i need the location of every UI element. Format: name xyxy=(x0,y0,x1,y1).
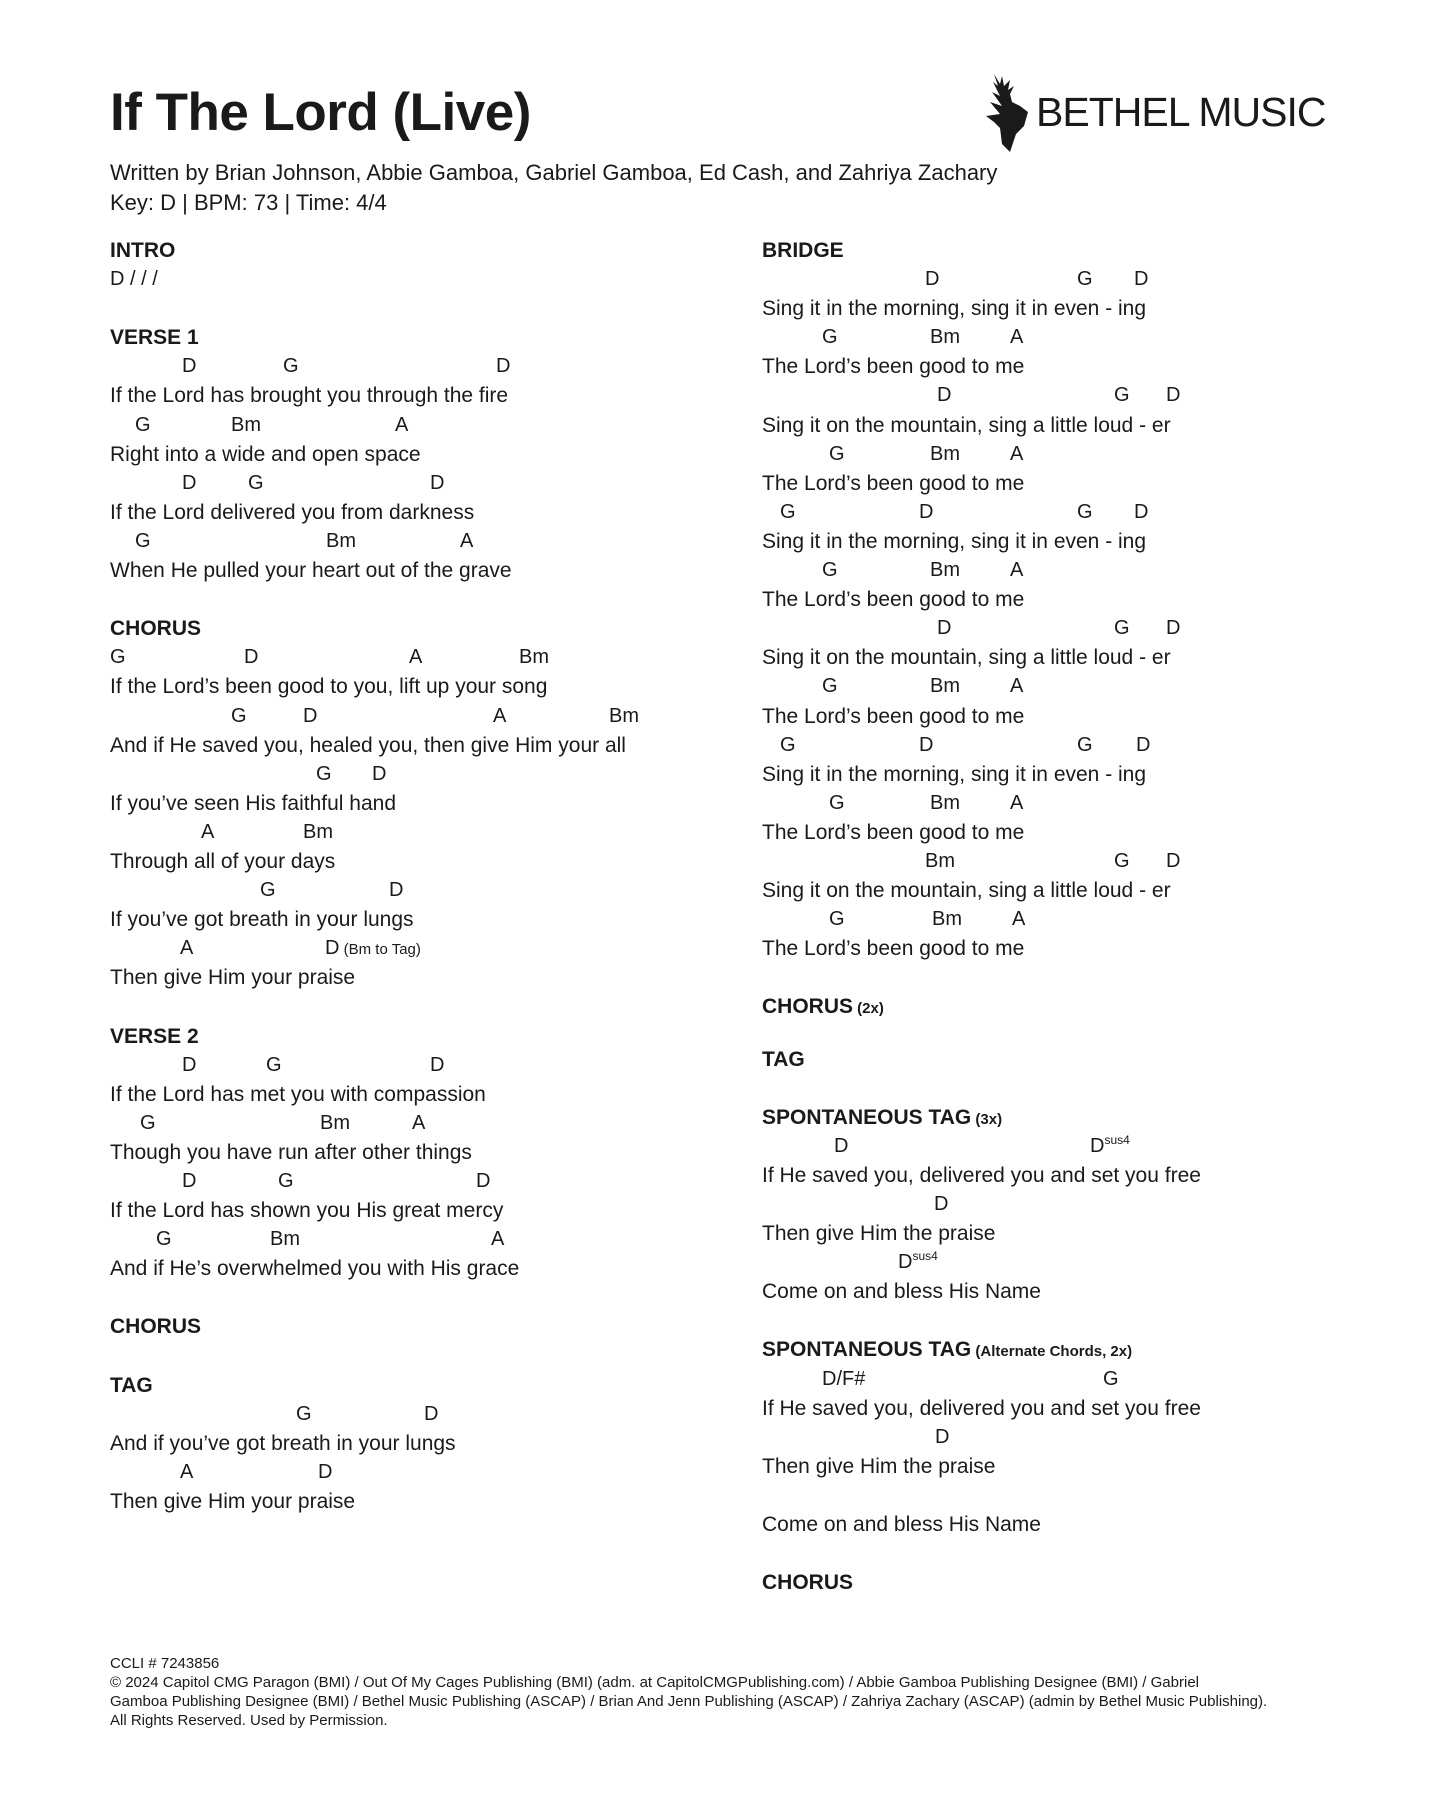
chord-suffix: sus4 xyxy=(912,1249,938,1264)
lyric-line: And if you’ve got breath in your lungs xyxy=(110,1431,456,1455)
chord: D xyxy=(430,1053,445,1076)
chord: D xyxy=(919,500,934,523)
chord: Bm xyxy=(609,704,639,727)
chord: D xyxy=(1134,268,1149,291)
chord: G xyxy=(822,559,838,582)
chord: G xyxy=(829,442,845,465)
chord: A xyxy=(1010,442,1024,465)
section-label: BRIDGE xyxy=(762,239,844,262)
lyric-line: If He saved you, delivered you and set you free xyxy=(762,1396,1201,1420)
lyric-line: Through all of your days xyxy=(110,849,336,873)
chord: D xyxy=(424,1402,439,1425)
chord: D xyxy=(919,733,934,756)
chord-row xyxy=(762,1423,1402,1452)
section-heading xyxy=(110,1312,720,1341)
chord: D xyxy=(934,1193,949,1215)
chord: G xyxy=(110,646,126,669)
lyric-line: The Lord’s been good to me xyxy=(762,355,1025,379)
chord-row xyxy=(110,265,720,294)
chord: G xyxy=(248,471,264,494)
lyric-line: If He saved you, delivered you and set you free xyxy=(762,1163,1201,1187)
chord: D xyxy=(372,762,387,785)
chord: Bm xyxy=(930,326,960,349)
chord: G xyxy=(1114,849,1130,872)
spacer xyxy=(110,1342,720,1371)
chord: Bm xyxy=(320,1111,350,1134)
chord: A xyxy=(1010,675,1024,698)
chord-row xyxy=(110,1051,720,1080)
chord: Bm xyxy=(930,559,960,582)
chord-row xyxy=(762,614,1402,643)
section-label: CHORUS xyxy=(110,1315,202,1339)
section-label: VERSE 2 xyxy=(110,1024,199,1048)
spacer xyxy=(762,1022,1402,1045)
chord: D xyxy=(925,268,940,291)
section-label: TAG xyxy=(762,1047,805,1071)
spacer xyxy=(762,1306,1402,1335)
chord-row xyxy=(762,440,1402,469)
copyright-line-1: © 2024 Capitol CMG Paragon (BMI) / Out Of My Cages Publishing (BMI) (adm. at CapitolCMGPublishing.com) / Abbie Gamboa Publishing Designee (BMI) / Gabriel xyxy=(110,1674,1199,1691)
chord: D xyxy=(182,1170,197,1192)
spacer xyxy=(762,1539,1402,1568)
chord: G xyxy=(316,762,332,785)
chord: G xyxy=(278,1170,294,1192)
chord: G xyxy=(231,704,247,727)
copyright-line-2: Gamboa Publishing Designee (BMI) / Bethel Music Publishing (ASCAP) / Brian And Jenn Publishing (ASCAP) / Zahriya Zachary (ASCAP) (admin by Bethel Music Publishing). xyxy=(110,1693,1268,1710)
chord-row xyxy=(762,265,1402,294)
chord: Bm xyxy=(519,646,549,669)
chord: D xyxy=(1136,733,1151,756)
lyric-line: The Lord’s been good to me xyxy=(762,588,1025,612)
chord-row xyxy=(762,323,1402,352)
chord: D xyxy=(834,1134,849,1157)
chord-suffix: sus4 xyxy=(1104,1132,1130,1147)
section-heading xyxy=(110,1022,720,1051)
chord: D xyxy=(496,355,511,378)
lyric-line: Sing it on the mountain, sing a little loud - er xyxy=(762,646,1171,670)
chord: G xyxy=(1103,1367,1119,1390)
left-column xyxy=(110,236,720,1516)
chord: G xyxy=(266,1053,282,1076)
chord: Bm xyxy=(326,529,356,552)
chord: G xyxy=(822,675,838,698)
section-heading xyxy=(762,236,1402,265)
chord: G xyxy=(829,908,845,931)
chord: A xyxy=(412,1111,426,1134)
chord: D xyxy=(303,704,318,727)
chord-row xyxy=(110,876,720,905)
lyric-line: If the Lord has brought you through the fire xyxy=(110,384,509,408)
chord: G xyxy=(1114,384,1130,407)
chord: G xyxy=(135,413,151,436)
spacer xyxy=(762,1074,1402,1103)
chord: A xyxy=(493,704,507,727)
chord: Bm xyxy=(930,675,960,698)
chord: D xyxy=(476,1170,491,1192)
section-label: CHORUS xyxy=(110,617,202,641)
chord-row xyxy=(110,643,720,672)
spacer xyxy=(762,1481,1402,1510)
chord-row xyxy=(110,411,720,440)
section-note: (Alternate Chords, 2x) xyxy=(971,1343,1133,1361)
lyric-line: The Lord’s been good to me xyxy=(762,704,1025,728)
bethel-music-logo xyxy=(980,70,1325,155)
chord: D xyxy=(1134,500,1149,523)
lyric-line: Come on and bless His Name xyxy=(762,1513,1041,1537)
copyright-line-3: All Rights Reserved. Used by Permission. xyxy=(110,1712,388,1729)
chord: G xyxy=(140,1111,156,1134)
chord: G xyxy=(296,1402,312,1425)
chord: D xyxy=(1166,849,1181,872)
chord: D xyxy=(389,879,404,902)
chord: A xyxy=(460,529,474,552)
chord: G xyxy=(1077,733,1093,756)
chord: A xyxy=(409,646,423,669)
lyric-line: If you’ve seen His faithful hand xyxy=(110,791,397,815)
chord: D xyxy=(182,1053,197,1076)
chord: D xyxy=(937,384,952,407)
lyric-line: The Lord’s been good to me xyxy=(762,937,1025,961)
chord-row xyxy=(110,469,720,498)
ccli-number: CCLI # 7243856 xyxy=(110,1655,220,1672)
chord: G xyxy=(260,879,276,902)
chord-note: (Bm to Tag) xyxy=(339,941,421,959)
chord-row xyxy=(762,1248,1402,1277)
section-note: (3x) xyxy=(971,1110,1003,1128)
chord: D xyxy=(937,617,952,640)
lyric-line: If the Lord’s been good to you, lift up your song xyxy=(110,675,548,699)
section-label: INTRO xyxy=(110,239,176,262)
chord-row xyxy=(762,556,1402,585)
right-column xyxy=(762,236,1402,1597)
chord: $D^{sus4}$ xyxy=(898,1249,938,1274)
chord-row xyxy=(110,702,720,731)
chord-row xyxy=(762,672,1402,701)
lyric-line: Then give Him your praise xyxy=(110,1490,356,1514)
chord: G xyxy=(829,791,845,814)
section-label: CHORUS xyxy=(762,995,854,1019)
chord: G xyxy=(156,1228,172,1251)
chord: G xyxy=(1077,268,1093,291)
chord: D/F# xyxy=(822,1367,866,1390)
lyric-line: Sing it on the mountain, sing a little loud - er xyxy=(762,879,1171,903)
section-label: VERSE 1 xyxy=(110,326,199,350)
section-heading xyxy=(110,1371,720,1400)
lyric-line: If the Lord has met you with compassion xyxy=(110,1082,486,1106)
spacer xyxy=(762,963,1402,992)
chord: D xyxy=(182,471,197,494)
lyric-line: The Lord’s been good to me xyxy=(762,471,1025,495)
chord: G xyxy=(822,326,838,349)
chord-row xyxy=(110,1109,720,1138)
chord: Bm xyxy=(270,1228,300,1251)
chord: D xyxy=(935,1425,950,1448)
chord-row xyxy=(762,1132,1402,1161)
chord: D xyxy=(244,646,259,669)
chord: G xyxy=(780,500,796,523)
lyric-line: Come on and bless His Name xyxy=(762,1280,1041,1304)
chord-row xyxy=(110,527,720,556)
chord-row xyxy=(762,847,1402,876)
chord-row xyxy=(110,818,720,847)
section-label: TAG xyxy=(110,1373,153,1397)
chord-row xyxy=(762,381,1402,410)
chord-row xyxy=(762,498,1402,527)
song-title: If The Lord (Live) xyxy=(110,83,531,142)
section-label: SPONTANEOUS TAG xyxy=(762,1105,972,1129)
lyric-line: And if He saved you, healed you, then give Him your all xyxy=(110,733,626,757)
chord: A xyxy=(1010,326,1024,349)
section-note: (2x) xyxy=(853,1000,884,1018)
footer xyxy=(110,1654,1400,1730)
lyric-line: Sing it in the morning, sing it in even - ing xyxy=(762,762,1147,786)
lyric-line: Though you have run after other things xyxy=(110,1140,472,1164)
song-credits: Written by Brian Johnson, Abbie Gamboa, Gabriel Gamboa, Ed Cash, and Zahriya Zachary xyxy=(110,160,998,185)
chord: D / / / xyxy=(110,268,158,291)
section-heading xyxy=(110,323,720,352)
chord: G xyxy=(135,529,151,552)
lyric-line: Then give Him the praise xyxy=(762,1222,996,1246)
chord: Bm xyxy=(930,791,960,814)
deer-head-icon xyxy=(980,72,1030,154)
chord: D xyxy=(182,355,197,378)
chord-row xyxy=(762,731,1402,760)
lyric-line: Right into a wide and open space xyxy=(110,442,421,466)
chord-row xyxy=(762,1190,1402,1219)
chord: Bm xyxy=(303,820,333,843)
lyric-line: If the Lord has shown you His great mercy xyxy=(110,1199,504,1223)
lyric-line: And if He’s overwhelmed you with His grace xyxy=(110,1257,520,1281)
lyric-line: Sing it in the morning, sing it in even - ing xyxy=(762,529,1147,553)
chord: A xyxy=(201,820,215,843)
chord: A xyxy=(1010,791,1024,814)
section-heading xyxy=(110,614,720,643)
song-info: Key: D | BPM: 73 | Time: 4/4 xyxy=(110,190,387,215)
chord-row xyxy=(110,352,720,381)
chord: D xyxy=(1166,384,1181,407)
chord-row xyxy=(110,934,720,963)
chord-row xyxy=(110,1400,720,1429)
chord: D xyxy=(1166,617,1181,640)
chord: $D^{sus4}$ xyxy=(1090,1132,1130,1157)
chord: D xyxy=(318,1460,333,1483)
chord: A xyxy=(491,1228,505,1251)
chord-row xyxy=(762,905,1402,934)
section-label: CHORUS xyxy=(762,1571,854,1595)
section-heading xyxy=(762,1103,1402,1132)
chord: G xyxy=(1077,500,1093,523)
chord-row xyxy=(110,1167,720,1196)
spacer xyxy=(110,992,720,1021)
section-heading xyxy=(762,1568,1402,1597)
section-heading xyxy=(110,236,720,265)
chord-row xyxy=(110,1225,720,1254)
lyric-line: The Lord’s been good to me xyxy=(762,820,1025,844)
chord-row xyxy=(762,1365,1402,1394)
lyric-line: If you’ve got breath in your lungs xyxy=(110,908,414,932)
chord: D xyxy=(430,471,445,494)
lyric-line: Sing it on the mountain, sing a little loud - er xyxy=(762,413,1171,437)
chord: Bm xyxy=(231,413,261,436)
spacer xyxy=(110,1283,720,1312)
chord: A xyxy=(395,413,409,436)
spacer xyxy=(110,294,720,323)
chord: Bm xyxy=(932,908,962,931)
chord: G xyxy=(1114,617,1130,640)
chord-row xyxy=(110,760,720,789)
lyric-line: When He pulled your heart out of the grave xyxy=(110,559,512,583)
chord-row xyxy=(762,789,1402,818)
section-heading xyxy=(762,1045,1402,1074)
chord: Bm xyxy=(925,849,955,872)
chord: A xyxy=(180,937,194,960)
chord: A xyxy=(180,1460,194,1483)
section-heading xyxy=(762,992,1402,1021)
chord-row xyxy=(110,1458,720,1487)
section-heading xyxy=(762,1335,1402,1364)
brand-wordmark: BETHEL MUSIC xyxy=(1036,89,1326,135)
lyric-line: Sing it in the morning, sing it in even - ing xyxy=(762,297,1147,321)
chord: Bm xyxy=(930,442,960,465)
chord: A xyxy=(1012,908,1026,931)
lyric-line: Then give Him the praise xyxy=(762,1454,996,1478)
chord: D (Bm to Tag) xyxy=(325,937,421,960)
chord: G xyxy=(780,733,796,756)
chord: G xyxy=(283,355,299,378)
spacer xyxy=(110,585,720,614)
lyric-line: Then give Him your praise xyxy=(110,966,356,990)
lyric-line: If the Lord delivered you from darkness xyxy=(110,500,475,524)
chord: A xyxy=(1010,559,1024,582)
section-label: SPONTANEOUS TAG xyxy=(762,1338,972,1362)
